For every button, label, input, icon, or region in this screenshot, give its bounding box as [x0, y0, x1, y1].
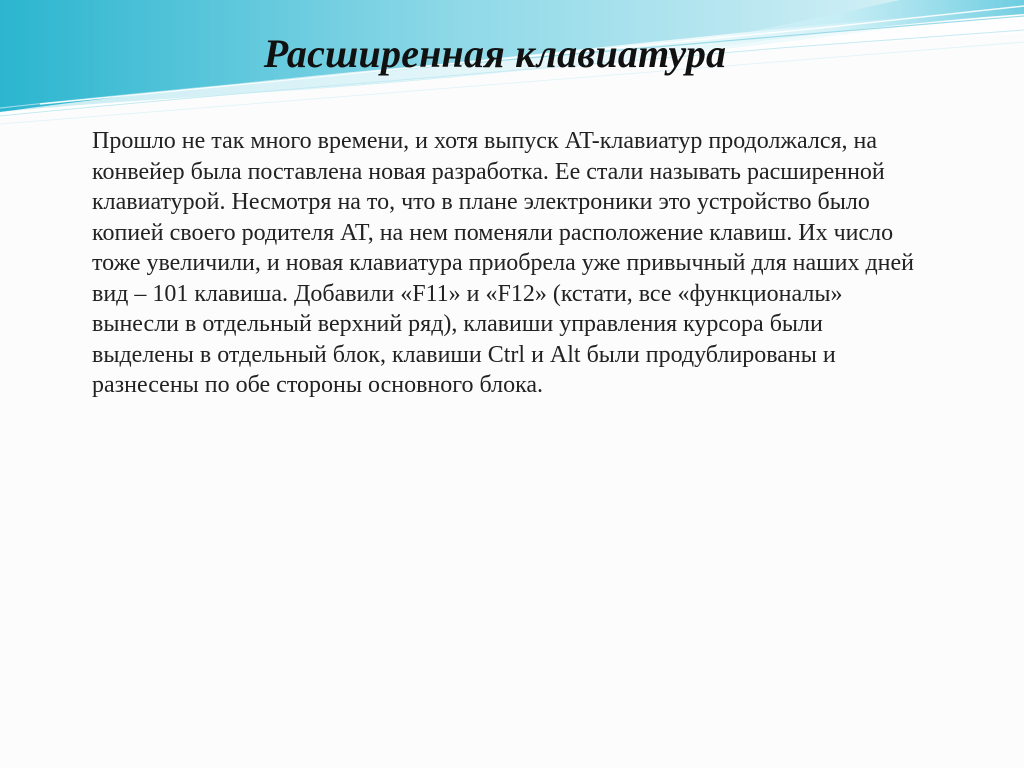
- slide-title: Расширенная клавиатура: [263, 31, 727, 76]
- slide-body-text: Прошло не так много времени, и хотя выпуск AT-клавиатур продолжался, на конвейер была поставлена новая разработка. Ее стали называть расширенной клавиатурой. Несмотря на то, что в плане электроники это устройство было копией своего родителя AT, на нем поменяли расположение клавиш. Их число тоже увеличили, и новая клавиатура приобрела уже привычный для наших дней вид – 101 клавиша. Добавили «F11» и «F12» (кстати, все «функционалы» вынесли в отдельный верхний ряд), клавиши управления курсора были выделены в отдельный блок, клавиши Ctrl и Alt были продублированы и разнесены по обе стороны основного блока.: [92, 128, 915, 398]
